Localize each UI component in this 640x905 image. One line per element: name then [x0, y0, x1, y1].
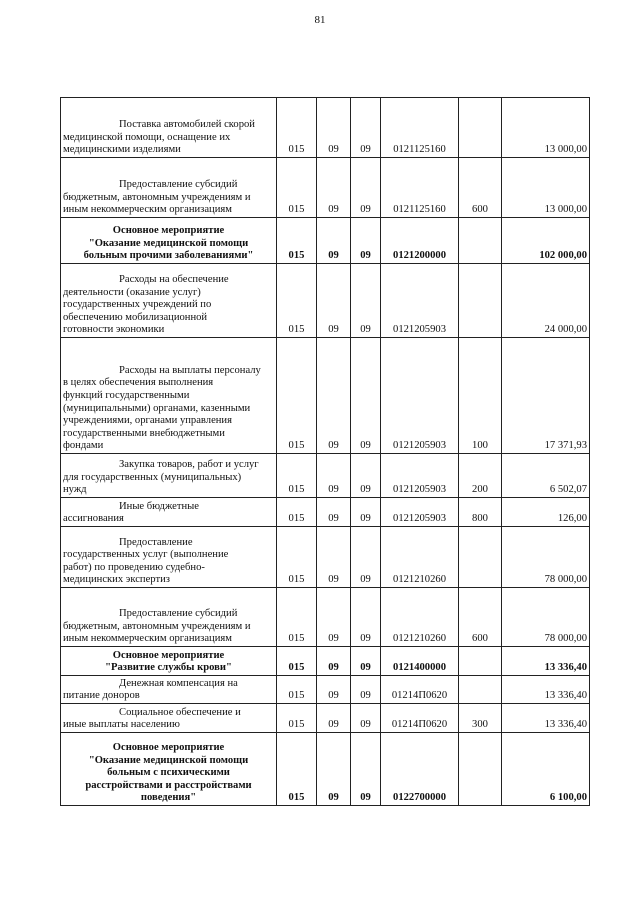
ministry-code: 015	[277, 98, 317, 158]
ministry-code: 015	[277, 454, 317, 498]
amount: 102 000,00	[502, 218, 590, 264]
subsection-code: 09	[351, 264, 381, 338]
target-article-code: 0121125160	[381, 158, 459, 218]
table-row	[61, 733, 590, 806]
expense-type-code: 600	[459, 588, 502, 647]
subsection-code: 09	[351, 733, 381, 806]
section-code: 09	[317, 338, 351, 454]
row-description: Расходы на обеспечение деятельности (оказание услуг) государственных учреждений по обеспечению мобилизационной готовности экономики	[61, 264, 277, 338]
row-description: Иные бюджетные ассигнования	[61, 498, 277, 527]
table-row	[61, 338, 590, 454]
target-article-code: 0121400000	[381, 647, 459, 676]
target-article-code: 0122700000	[381, 733, 459, 806]
table-row	[61, 218, 590, 264]
ministry-code: 015	[277, 588, 317, 647]
table-row	[61, 158, 590, 218]
row-description: Предоставление государственных услуг (выполнение работ) по проведению судебно- медицинских экспертиз	[61, 527, 277, 588]
target-article-code: 0121205903	[381, 338, 459, 454]
expense-type-code	[459, 264, 502, 338]
subsection-code: 09	[351, 454, 381, 498]
amount: 24 000,00	[502, 264, 590, 338]
target-article-code: 01214П0620	[381, 676, 459, 704]
subsection-code: 09	[351, 218, 381, 264]
table-row	[61, 527, 590, 588]
section-code: 09	[317, 98, 351, 158]
ministry-code: 015	[277, 733, 317, 806]
expense-type-code	[459, 527, 502, 588]
target-article-code: 01214П0620	[381, 704, 459, 733]
amount: 78 000,00	[502, 588, 590, 647]
amount: 6 100,00	[502, 733, 590, 806]
expense-type-code	[459, 676, 502, 704]
section-code: 09	[317, 676, 351, 704]
section-code: 09	[317, 498, 351, 527]
ministry-code: 015	[277, 158, 317, 218]
row-description: Основное мероприятие "Оказание медицинской помощи больным с психическими расстройствами и расстройствами поведения"	[61, 733, 277, 806]
amount: 13 336,40	[502, 704, 590, 733]
section-code: 09	[317, 704, 351, 733]
target-article-code: 0121205903	[381, 264, 459, 338]
section-code: 09	[317, 527, 351, 588]
target-article-code: 0121210260	[381, 588, 459, 647]
table-row	[61, 454, 590, 498]
row-description: Поставка автомобилей скорой медицинской помощи, оснащение их медицинскими изделиями	[61, 98, 277, 158]
expense-type-code: 300	[459, 704, 502, 733]
row-description: Предоставление субсидий бюджетным, автономным учреждениям и иным некоммерческим организациям	[61, 588, 277, 647]
expense-type-code: 100	[459, 338, 502, 454]
target-article-code: 0121210260	[381, 527, 459, 588]
table-row	[61, 498, 590, 527]
subsection-code: 09	[351, 498, 381, 527]
row-description: Основное мероприятие "Оказание медицинской помощи больным прочими заболеваниями"	[61, 218, 277, 264]
ministry-code: 015	[277, 647, 317, 676]
budget-table	[60, 97, 590, 806]
ministry-code: 015	[277, 527, 317, 588]
row-description: Предоставление субсидий бюджетным, автономным учреждениям и иным некоммерческим организациям	[61, 158, 277, 218]
row-description: Денежная компенсация на питание доноров	[61, 676, 277, 704]
expense-type-code: 800	[459, 498, 502, 527]
amount: 126,00	[502, 498, 590, 527]
row-description: Расходы на выплаты персоналу в целях обеспечения выполнения функций государственными (муниципальными) органами, казенными учреждениями, органами управления государственными внебюджетными фондами	[61, 338, 277, 454]
section-code: 09	[317, 218, 351, 264]
section-code: 09	[317, 588, 351, 647]
subsection-code: 09	[351, 588, 381, 647]
table-row	[61, 98, 590, 158]
expense-type-code	[459, 733, 502, 806]
table-row	[61, 264, 590, 338]
subsection-code: 09	[351, 158, 381, 218]
subsection-code: 09	[351, 527, 381, 588]
ministry-code: 015	[277, 218, 317, 264]
subsection-code: 09	[351, 98, 381, 158]
amount: 6 502,07	[502, 454, 590, 498]
section-code: 09	[317, 264, 351, 338]
subsection-code: 09	[351, 676, 381, 704]
target-article-code: 0121205903	[381, 454, 459, 498]
target-article-code: 0121205903	[381, 498, 459, 527]
ministry-code: 015	[277, 264, 317, 338]
page-number: 81	[314, 14, 326, 26]
amount: 13 000,00	[502, 98, 590, 158]
ministry-code: 015	[277, 704, 317, 733]
amount: 78 000,00	[502, 527, 590, 588]
subsection-code: 09	[351, 704, 381, 733]
amount: 13 336,40	[502, 647, 590, 676]
ministry-code: 015	[277, 498, 317, 527]
expense-type-code	[459, 98, 502, 158]
row-description: Закупка товаров, работ и услуг для государственных (муниципальных) нужд	[61, 454, 277, 498]
ministry-code: 015	[277, 676, 317, 704]
expense-type-code: 600	[459, 158, 502, 218]
target-article-code: 0121125160	[381, 98, 459, 158]
subsection-code: 09	[351, 338, 381, 454]
section-code: 09	[317, 647, 351, 676]
amount: 13 000,00	[502, 158, 590, 218]
amount: 17 371,93	[502, 338, 590, 454]
amount: 13 336,40	[502, 676, 590, 704]
expense-type-code: 200	[459, 454, 502, 498]
row-description: Основное мероприятие "Развитие службы крови"	[61, 647, 277, 676]
section-code: 09	[317, 454, 351, 498]
expense-type-code	[459, 218, 502, 264]
table-row	[61, 676, 590, 704]
table-row	[61, 704, 590, 733]
target-article-code: 0121200000	[381, 218, 459, 264]
section-code: 09	[317, 733, 351, 806]
ministry-code: 015	[277, 338, 317, 454]
subsection-code: 09	[351, 647, 381, 676]
expense-type-code	[459, 647, 502, 676]
table-row	[61, 588, 590, 647]
table-row	[61, 647, 590, 676]
row-description: Социальное обеспечение и иные выплаты населению	[61, 704, 277, 733]
section-code: 09	[317, 158, 351, 218]
